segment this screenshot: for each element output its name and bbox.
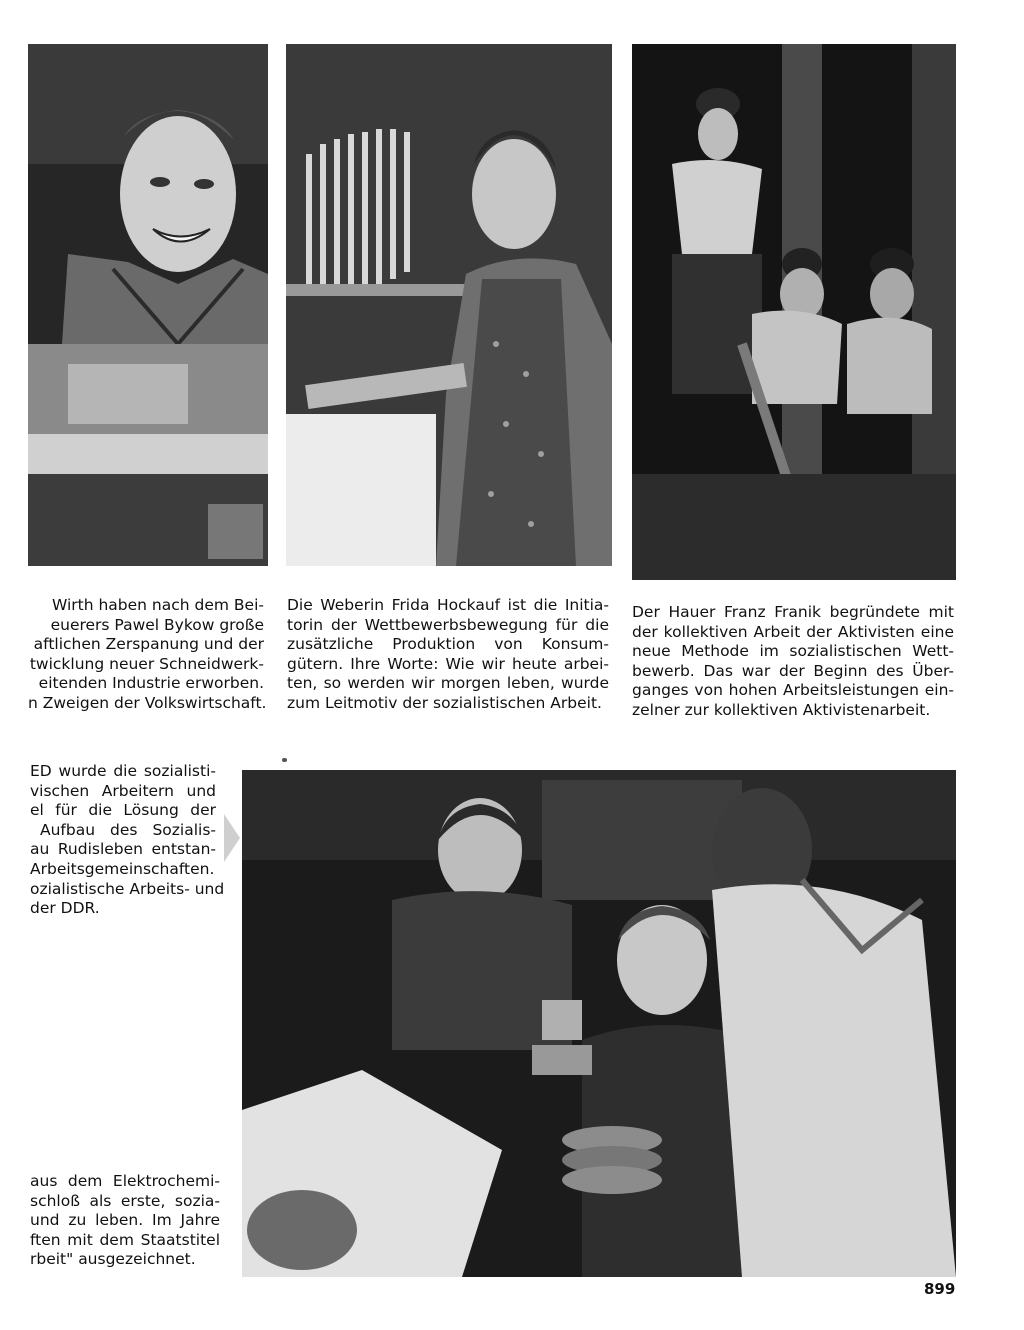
- page-number: 899: [924, 1280, 956, 1298]
- caption-line: ganges von hohen Arbeitsleistungen ein-: [632, 681, 954, 700]
- photo-machinist: [28, 44, 268, 566]
- body-line: Arbeitsgemeinschaften.: [30, 859, 215, 878]
- caption-line: n Zweigen der Volkswirtschaft.: [28, 693, 267, 712]
- body-line: au Rudisleben entstan-: [30, 840, 216, 859]
- caption-miners: [632, 603, 954, 721]
- body-line: der DDR.: [30, 899, 100, 918]
- caption-line: gütern. Ihre Worte: Wie wir heute arbei-: [287, 654, 609, 673]
- body-line: schloß als erste, sozia-: [30, 1191, 220, 1210]
- caption-line: eitenden Industrie erworben.: [38, 674, 264, 693]
- arrow-marker-icon: [222, 814, 240, 862]
- body-text-middle: [30, 762, 225, 919]
- caption-weaver: [287, 596, 609, 714]
- photo-miners: [632, 44, 956, 580]
- body-line: vischen Arbeitern und: [30, 781, 216, 800]
- body-line: el für die Lösung der: [30, 801, 216, 820]
- caption-line: zelner zur kollektiven Aktivistenarbeit.: [632, 700, 931, 719]
- body-line: rbeit" ausgezeichnet.: [30, 1250, 196, 1269]
- caption-line: twicklung neuer Schneidwerk-: [29, 654, 264, 673]
- caption-line: der kollektiven Arbeit der Aktivisten eine: [632, 622, 954, 641]
- caption-line: Der Hauer Franz Franik begründete mit: [632, 603, 954, 621]
- caption-line: zusätzliche Produktion von Konsum-: [287, 635, 609, 654]
- caption-line: ten, so werden wir morgen leben, wurde: [287, 674, 609, 693]
- print-speck: [282, 758, 287, 762]
- caption-line: bewerb. Das war der Beginn des Über-: [632, 661, 954, 680]
- caption-machinist: [28, 596, 267, 714]
- body-line: ften mit dem Staatstitel: [30, 1230, 220, 1249]
- caption-line: aftlichen Zerspanung und der: [33, 635, 264, 654]
- photo-work-collective: [242, 770, 956, 1277]
- caption-line: zum Leitmotiv der sozialistischen Arbeit.: [287, 693, 602, 712]
- body-line: aus dem Elektrochemi-: [30, 1172, 220, 1190]
- body-line: ED wurde die sozialisti-: [30, 762, 216, 780]
- photo-weaver: [286, 44, 612, 566]
- caption-line: neue Methode im sozialistischen Wett-: [632, 642, 954, 661]
- body-text-bottom: [30, 1172, 220, 1270]
- caption-line: Wirth haben nach dem Bei-: [51, 596, 264, 614]
- body-line: Aufbau des Sozialis-: [40, 820, 216, 839]
- body-line: ozialistische Arbeits- und: [30, 879, 225, 898]
- caption-line: torin der Wettbewerbsbewegung für die: [287, 615, 609, 634]
- caption-line: euerers Pawel Bykow große: [50, 615, 264, 634]
- body-line: und zu leben. Im Jahre: [30, 1211, 220, 1230]
- caption-line: Die Weberin Frida Hockauf ist die Initia-: [287, 596, 609, 614]
